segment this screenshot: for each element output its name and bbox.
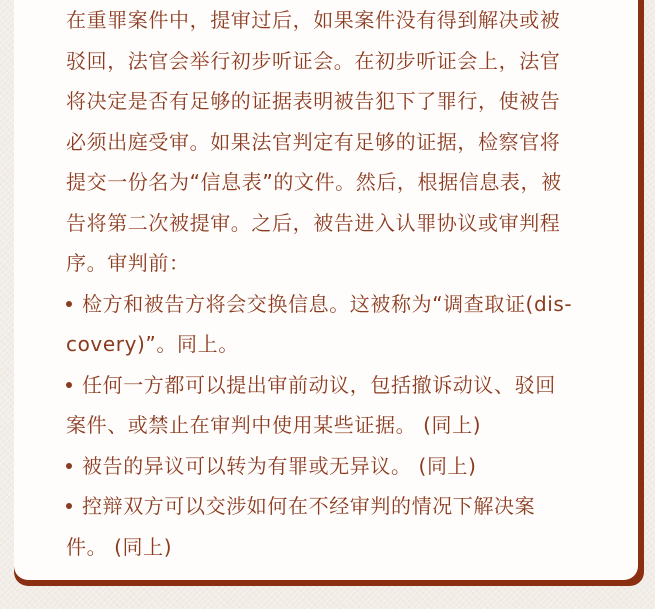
bullet-item: [66, 446, 626, 487]
bullet-item: [66, 284, 626, 365]
paragraph-line: 驳回，法官会举行初步听证会。在初步听证会上，法官: [66, 48, 561, 73]
bullet-dot-icon: [66, 463, 72, 469]
bullet-dot-icon: [66, 503, 72, 509]
bullet-text: 被告的异议可以转为有罪或无异议。 (同上): [82, 453, 477, 478]
bullet-text-continued: covery)”。同上。: [66, 332, 239, 356]
intro-paragraph: [66, 0, 626, 284]
bullet-text-continued: 案件、或禁止在审判中使用某些证据。 (同上): [66, 413, 482, 437]
bullet-item: [66, 365, 626, 446]
bullet-dot-icon: [66, 382, 72, 388]
bullet-text-continued: 件。 (同上): [66, 534, 173, 559]
bullet-item: [66, 486, 626, 567]
paragraph-line: 提交一份名为“信息表”的文件。然后，根据信息表，被: [66, 170, 562, 194]
paragraph-line: 序。审判前：: [66, 251, 190, 275]
bullet-text: 控辩双方可以交涉如何在不经审判的情况下解决案: [82, 494, 536, 518]
bullet-text: 任何一方都可以提出审前动议，包括撤诉动议、驳回: [82, 372, 556, 397]
article-content: [66, 0, 626, 567]
bullet-dot-icon: [66, 301, 72, 307]
paragraph-line: 告将第二次被提审。之后，被告进入认罪协议或审判程: [66, 210, 561, 235]
paragraph-line: 将决定是否有足够的证据表明被告犯下了罪行，使被告: [66, 89, 561, 113]
bullet-text: 检方和被告方将会交换信息。这被称为“调查取证(dis-: [82, 291, 573, 316]
paragraph-line: 必须出庭受审。如果法官判定有足够的证据，检察官将: [66, 129, 561, 154]
paragraph-line: 在重罪案件中，提审过后，如果案件没有得到解决或被: [66, 8, 561, 32]
bullet-list: [66, 284, 626, 568]
